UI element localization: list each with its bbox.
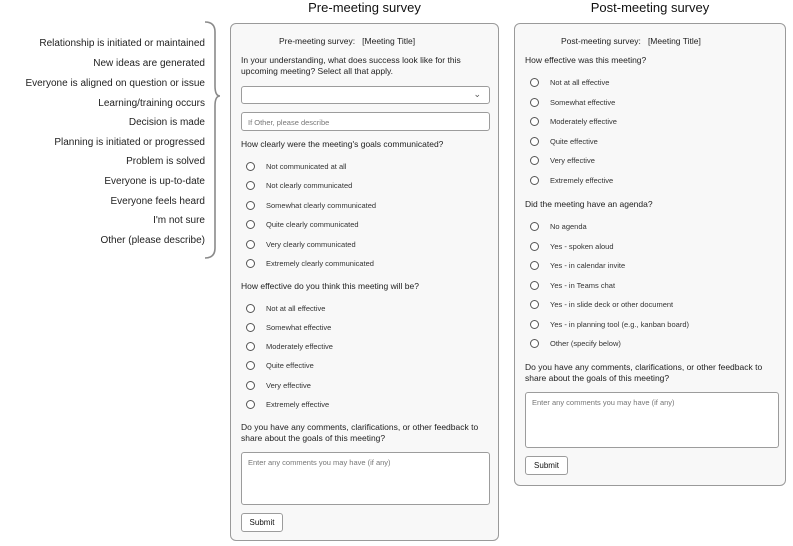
radio-button[interactable] — [530, 300, 539, 309]
other-describe-placeholder: If Other, please describe — [248, 118, 330, 127]
radio-label: Somewhat effective — [266, 323, 332, 332]
question-effectiveness: How effective do you think this meeting will be? — [241, 281, 419, 291]
radio-button[interactable] — [530, 98, 539, 107]
radio-button[interactable] — [530, 117, 539, 126]
radio-button[interactable] — [530, 281, 539, 290]
radio-button[interactable] — [246, 201, 255, 210]
radio-button[interactable] — [530, 176, 539, 185]
post-survey-title — [561, 36, 701, 46]
comments-textarea[interactable] — [241, 452, 490, 505]
other-describe-input[interactable] — [241, 112, 490, 131]
pre-survey-title — [279, 36, 415, 46]
success-dropdown[interactable] — [241, 86, 490, 104]
submit-button[interactable]: Submit — [525, 456, 568, 475]
submit-button[interactable]: Submit — [241, 513, 283, 532]
success-option: Everyone is aligned on question or issue — [25, 78, 205, 89]
success-option: New ideas are generated — [93, 58, 205, 69]
comments-placeholder: Enter any comments you may have (if any) — [248, 458, 391, 467]
question-comments: Do you have any comments, clarifications, or other feedback to share about the goals of this meeting? — [525, 362, 763, 383]
radio-label: Yes - in slide deck or other document — [550, 300, 674, 309]
survey-label: Pre-meeting survey: — [279, 36, 356, 46]
radio-button[interactable] — [530, 78, 539, 87]
radio-label: Not at all effective — [550, 78, 610, 87]
comments-textarea[interactable] — [525, 392, 779, 448]
radio-button[interactable] — [246, 240, 255, 249]
radio-button[interactable] — [246, 181, 255, 190]
radio-label: Extremely clearly communicated — [266, 259, 374, 268]
radio-label: No agenda — [550, 222, 587, 231]
radio-button[interactable] — [530, 320, 539, 329]
radio-label: Yes - in Teams chat — [550, 281, 616, 290]
question-success: In your understanding, what does success look like for this upcoming meeting? Select all that apply. — [241, 55, 461, 76]
radio-label: Quite clearly communicated — [266, 220, 359, 229]
radio-label: Yes - in planning tool (e.g., kanban board) — [550, 320, 689, 329]
success-option: Relationship is initiated or maintained — [39, 38, 205, 49]
radio-button[interactable] — [246, 400, 255, 409]
radio-label: Yes - in calendar invite — [550, 261, 626, 270]
success-option: Learning/training occurs — [98, 98, 205, 109]
radio-button[interactable] — [530, 261, 539, 270]
radio-label: Not at all effective — [266, 304, 326, 313]
radio-label: Not clearly communicated — [266, 181, 353, 190]
pre-meeting-survey-form — [230, 23, 499, 541]
radio-label: Other (specify below) — [550, 339, 621, 348]
success-option: Decision is made — [128, 117, 205, 128]
success-option: Other (please describe) — [100, 235, 205, 246]
radio-label: Somewhat clearly communicated — [266, 201, 377, 210]
survey-label: Post-meeting survey: — [561, 36, 641, 46]
success-option: Everyone feels heard — [110, 196, 205, 207]
success-option: Everyone is up-to-date — [104, 176, 205, 187]
radio-button[interactable] — [246, 361, 255, 370]
radio-button[interactable] — [530, 339, 539, 348]
radio-label: Yes - spoken aloud — [550, 242, 614, 251]
radio-button[interactable] — [246, 323, 255, 332]
success-option: Planning is initiated or progressed — [54, 137, 205, 148]
post-meeting-survey-heading: Post-meeting survey — [590, 0, 710, 15]
success-option: Problem is solved — [126, 156, 205, 167]
radio-label: Moderately effective — [266, 342, 333, 351]
meeting-title: [Meeting Title] — [362, 36, 416, 46]
radio-label: Extremely effective — [266, 400, 330, 409]
radio-label: Moderately effective — [550, 117, 617, 126]
radio-button[interactable] — [530, 222, 539, 231]
radio-button[interactable] — [246, 304, 255, 313]
radio-label: Very effective — [266, 381, 311, 390]
radio-button[interactable] — [246, 381, 255, 390]
success-option: I'm not sure — [153, 215, 205, 226]
radio-label: Somewhat effective — [550, 98, 616, 107]
meeting-title: [Meeting Title] — [647, 36, 701, 46]
radio-button[interactable] — [530, 156, 539, 165]
radio-label: Not communicated at all — [266, 162, 347, 171]
radio-button[interactable] — [246, 259, 255, 268]
radio-label: Extremely effective — [550, 176, 614, 185]
radio-label: Quite effective — [550, 137, 598, 146]
radio-button[interactable] — [246, 342, 255, 351]
question-goals-communicated: How clearly were the meeting's goals communicated? — [241, 139, 444, 149]
radio-label: Quite effective — [266, 361, 314, 370]
chevron-down-icon: ⌄ — [473, 89, 481, 99]
radio-button[interactable] — [530, 242, 539, 251]
radio-label: Very effective — [550, 156, 595, 165]
radio-label: Very clearly communicated — [266, 240, 356, 249]
post-meeting-survey-form — [514, 23, 786, 486]
radio-button[interactable] — [530, 137, 539, 146]
question-comments: Do you have any comments, clarifications, or other feedback to share about the goals of this meeting? — [241, 422, 479, 443]
pre-meeting-survey-heading: Pre-meeting survey — [308, 0, 421, 15]
radio-button[interactable] — [246, 162, 255, 171]
radio-button[interactable] — [246, 220, 255, 229]
question-agenda: Did the meeting have an agenda? — [525, 199, 653, 209]
curly-bracket — [200, 20, 222, 262]
question-effectiveness: How effective was this meeting? — [525, 55, 647, 65]
comments-placeholder: Enter any comments you may have (if any) — [532, 398, 675, 407]
